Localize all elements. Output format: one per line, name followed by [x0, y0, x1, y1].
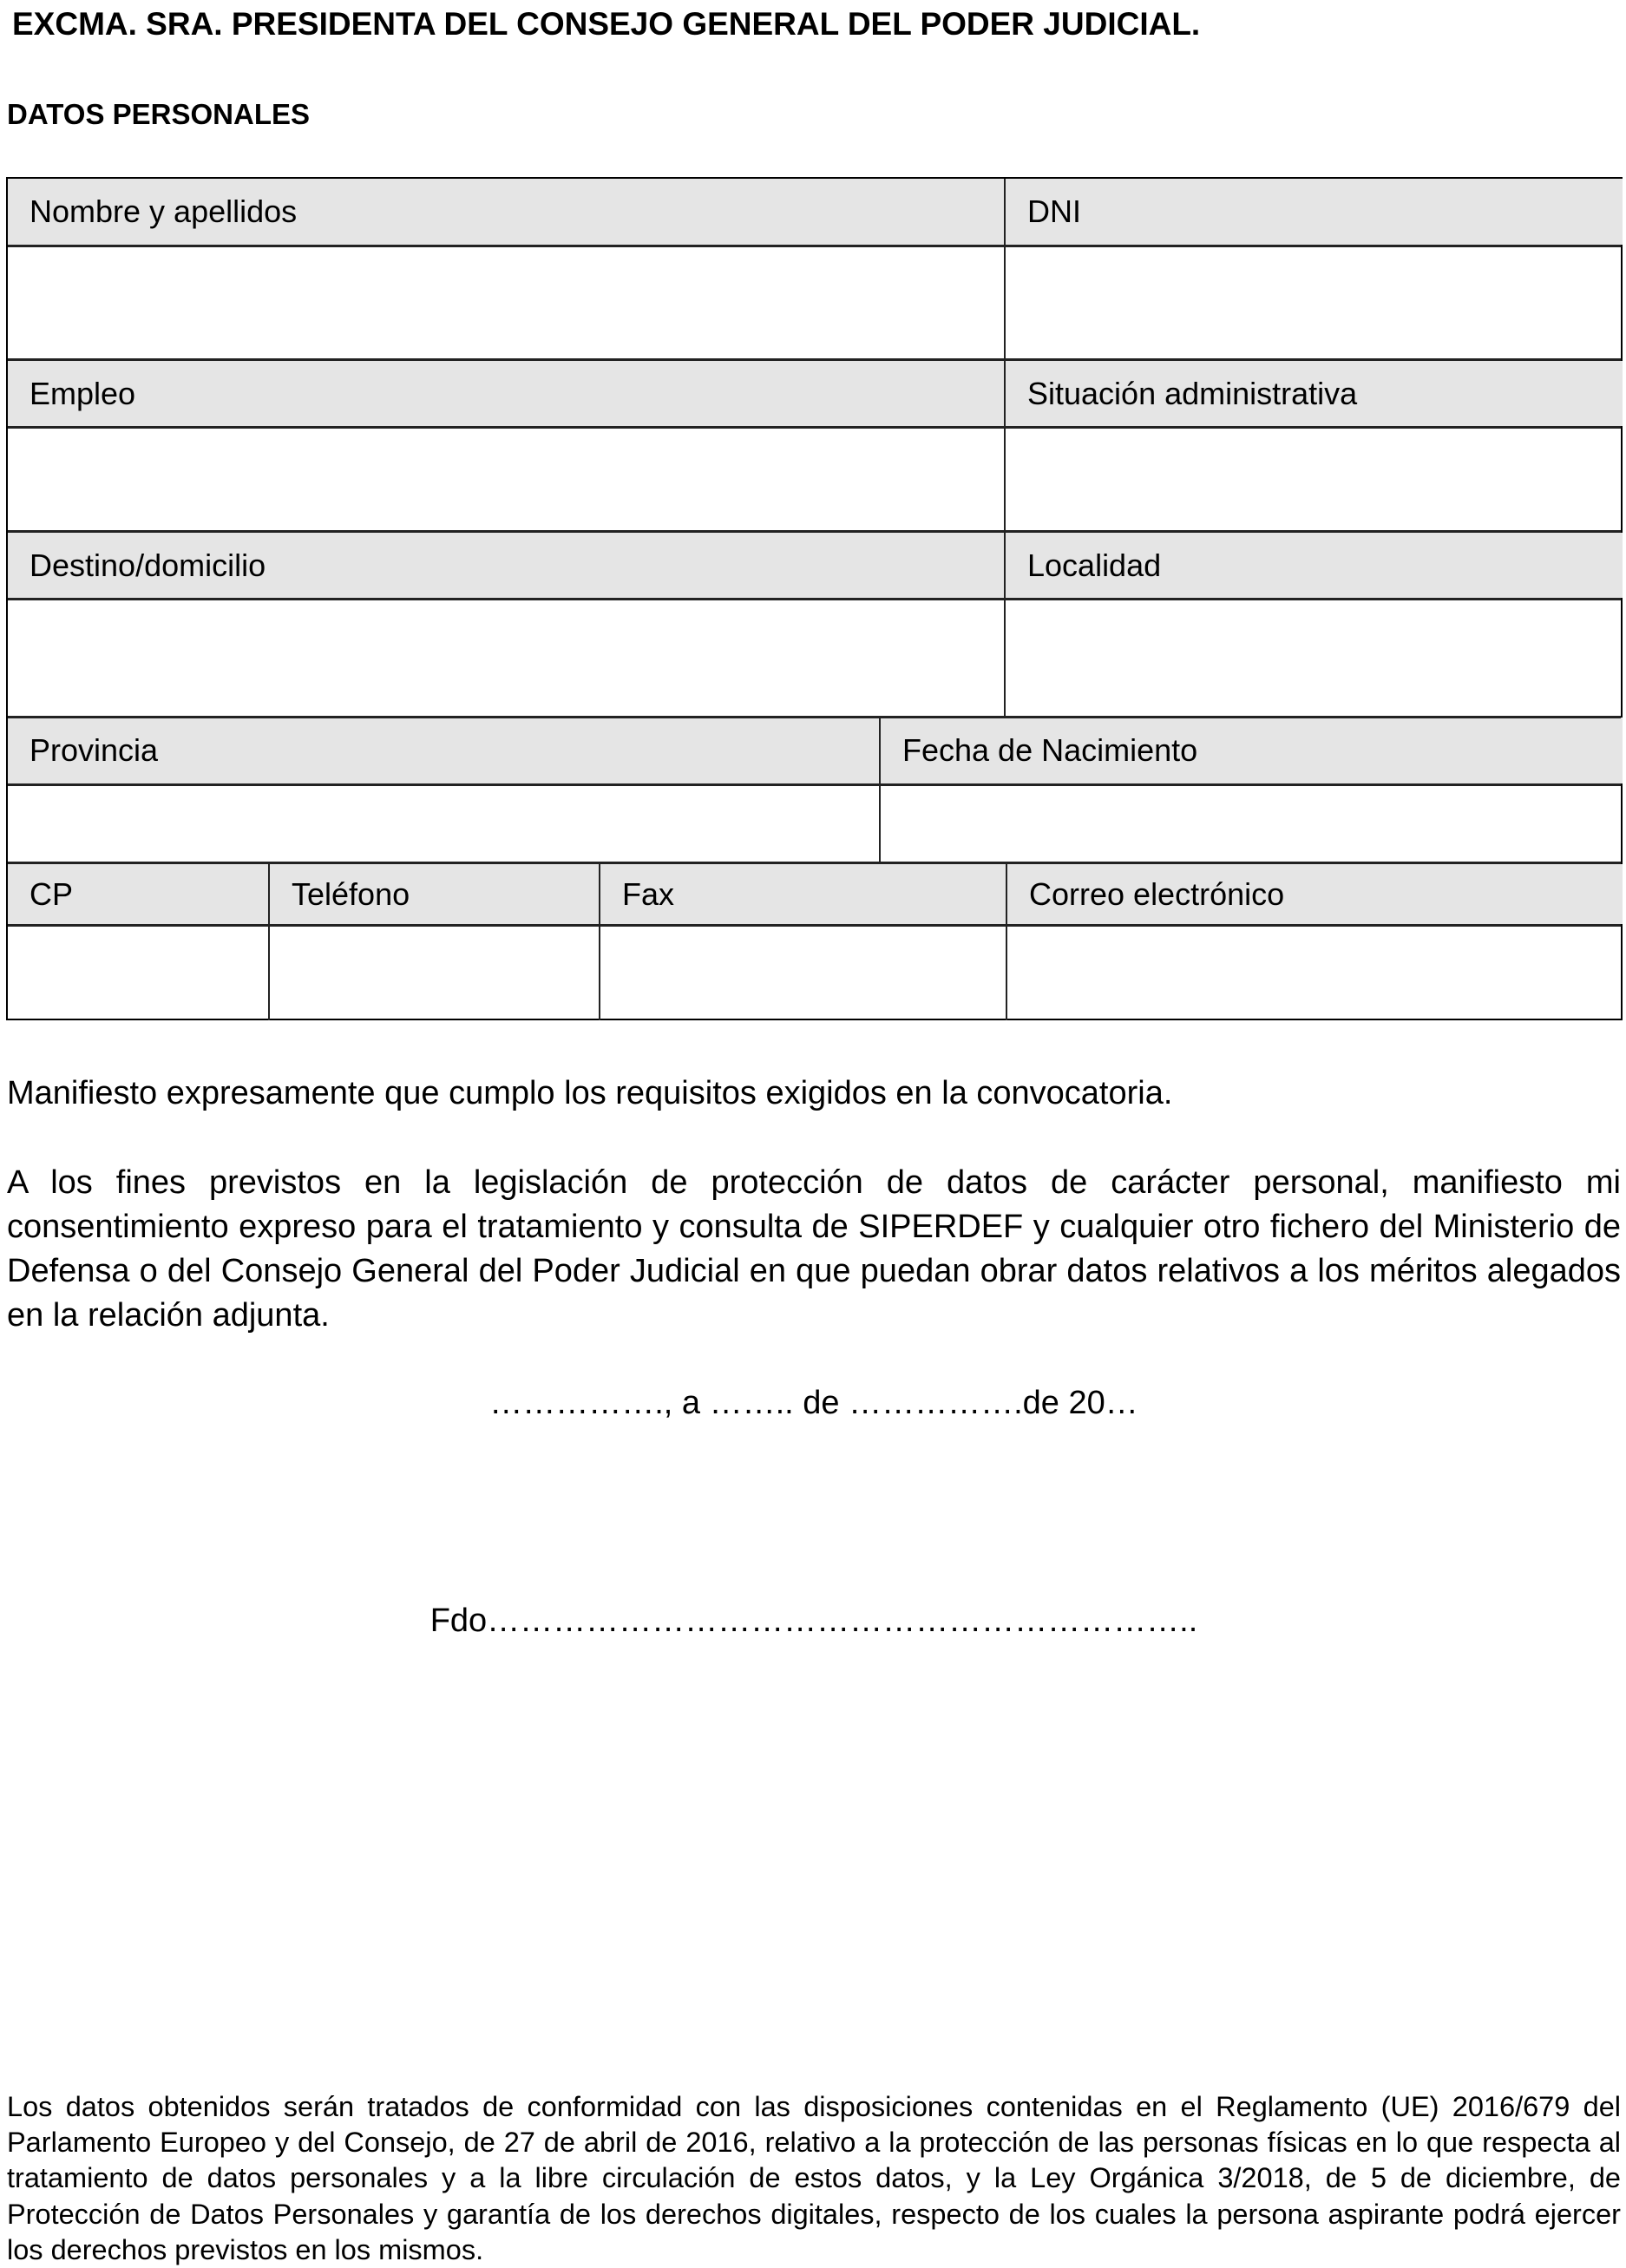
- label-fax: Fax: [600, 864, 1006, 924]
- label-empleo: Empleo: [8, 361, 1004, 426]
- label-cp: CP: [8, 864, 268, 924]
- input-cp[interactable]: [8, 927, 268, 1019]
- table-rule: [8, 716, 1621, 718]
- input-correo-electronico[interactable]: [1007, 927, 1623, 1019]
- date-line: ……………., a …….. de …………….de 20…: [489, 1385, 1138, 1421]
- label-situacion-administrativa: Situación administrativa: [1006, 361, 1623, 426]
- input-nombre[interactable]: [8, 247, 1004, 359]
- label-telefono: Teléfono: [270, 864, 599, 924]
- table-rule: [8, 426, 1621, 429]
- table-rule: [879, 718, 881, 864]
- table-rule: [8, 245, 1621, 247]
- label-correo-electronico: Correo electrónico: [1007, 864, 1623, 924]
- table-rule: [268, 864, 270, 1020]
- table-rule: [8, 358, 1621, 361]
- input-empleo[interactable]: [8, 429, 1004, 531]
- table-rule: [8, 598, 1621, 600]
- label-provincia: Provincia: [8, 718, 879, 783]
- table-rule: [8, 783, 1621, 786]
- input-fecha-nacimiento[interactable]: [881, 786, 1623, 862]
- section-heading-datos-personales: DATOS PERSONALES: [7, 98, 310, 130]
- label-destino-domicilio: Destino/domicilio: [8, 533, 1004, 598]
- table-rule: [599, 864, 600, 1020]
- table-rule: [1004, 179, 1006, 718]
- input-localidad[interactable]: [1006, 600, 1623, 716]
- data-protection-notice: Los datos obtenidos serán tratados de conformidad con las disposiciones contenidas en el Reglamento (UE) 2016/679 del Parlamento Europeo y del Consejo, de 27 de abril de 2016, relativo a la protección de las personas físicas en lo que respecta al tratamiento de datos personales y a la libre circulación de estos datos, y la Ley Orgánica 3/2018, de 5 de diciembre, de Protección de Datos Personales y garantía de los derechos digitales, respecto de los cuales la persona aspirante podrá ejercer los derechos previstos en los mismos.: [7, 2091, 1621, 2265]
- input-situacion-administrativa[interactable]: [1006, 429, 1623, 531]
- input-dni[interactable]: [1006, 247, 1623, 359]
- label-fecha-nacimiento: Fecha de Nacimiento: [881, 718, 1623, 783]
- label-nombre: Nombre y apellidos: [8, 179, 1004, 245]
- consent-paragraph: A los fines previstos en la legislación de protección de datos de carácter personal, manifiesto mi consentimiento expreso para el tratamiento y consulta de SIPERDEF y cualquier otro fichero del Ministerio de Defensa o del Consejo General del Poder Judicial en que puedan obrar datos relativos a los méritos alegados en la relación adjunta.: [7, 1164, 1621, 1334]
- input-telefono[interactable]: [270, 927, 599, 1019]
- declaration-text: Manifiesto expresamente que cumplo los requisitos exigidos en la convocatoria.: [7, 1075, 1173, 1111]
- signature-line: Fdo………………………………………………………..: [429, 1603, 1198, 1639]
- input-provincia[interactable]: [8, 786, 879, 862]
- table-rule: [8, 924, 1621, 927]
- document-title: EXCMA. SRA. PRESIDENTA DEL CONSEJO GENERAL DEL PODER JUDICIAL.: [12, 6, 1201, 42]
- personal-data-form: [6, 177, 1623, 1020]
- table-rule: [8, 530, 1621, 533]
- table-rule: [8, 862, 1621, 864]
- table-rule: [1006, 864, 1007, 1020]
- label-dni: DNI: [1006, 179, 1623, 245]
- label-localidad: Localidad: [1006, 533, 1623, 598]
- input-destino-domicilio[interactable]: [8, 600, 1004, 716]
- input-fax[interactable]: [600, 927, 1006, 1019]
